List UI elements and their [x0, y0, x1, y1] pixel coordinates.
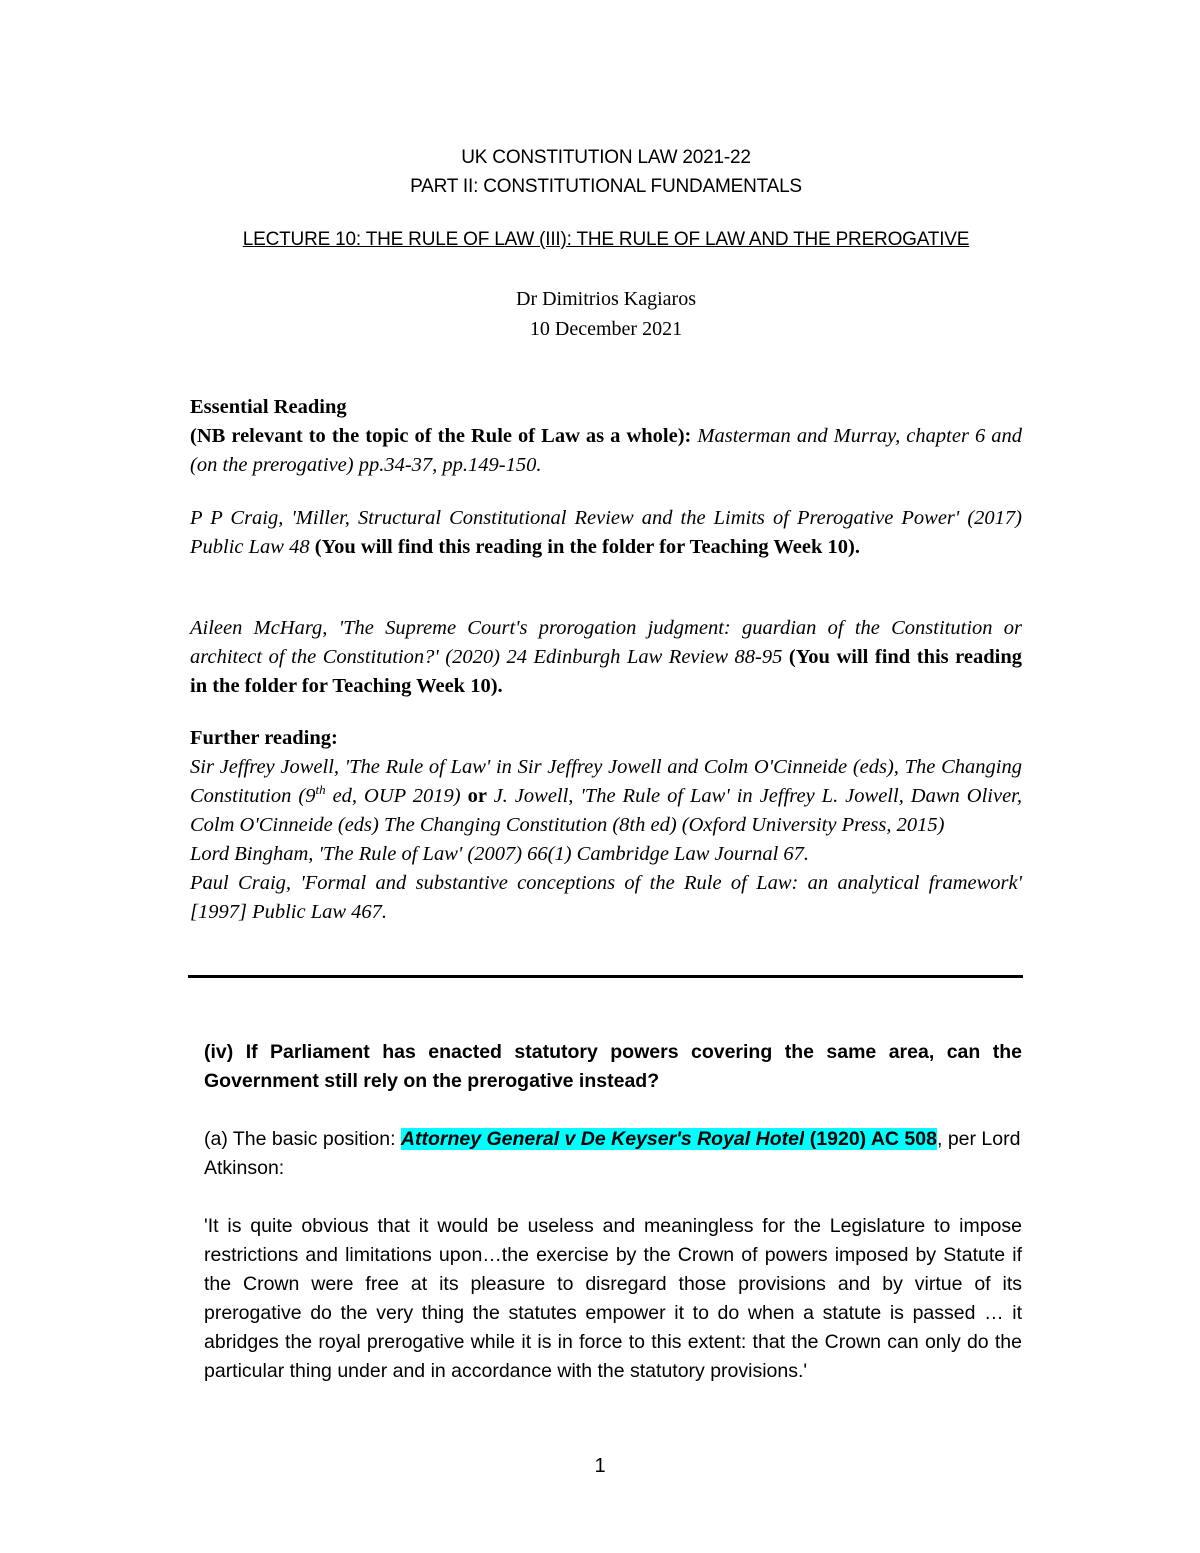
lecture-date: 10 December 2021 — [529, 318, 683, 340]
part-title: PART II: CONSTITUTIONAL FUNDAMENTALS — [410, 176, 802, 197]
nb-note: (NB relevant to the topic of the Rule of Law as a whole): — [190, 425, 692, 447]
mcharg-reading — [190, 614, 1022, 701]
bingham-reference: Lord Bingham, 'The Rule of Law' (2007) 66(1) Cambridge Law Journal 67. — [190, 843, 810, 865]
jowell-reference-b: ed, OUP 2019) — [325, 785, 461, 807]
section-divider — [188, 975, 1023, 978]
document-header — [190, 143, 1022, 201]
craig-reading — [190, 504, 1022, 562]
question-heading: (iv) If Parliament has enacted statutory powers covering the same area, can the Government still rely on the prerogative instead? — [204, 1041, 1022, 1092]
jowell-superscript: th — [315, 782, 326, 798]
nb-reference: Masterman and Murray, chapter 6 and (on the prerogative) pp.34-37, pp.149-150. — [190, 425, 1022, 476]
essential-reading-heading: Essential Reading — [190, 396, 347, 418]
lecture-title: LECTURE 10: THE RULE OF LAW (III): THE RULE OF LAW AND THE PREROGATIVE — [242, 229, 970, 250]
jowell-reference-c: J. Jowell, 'The Rule of Law' in Jeffrey L. Jowell, Dawn Oliver, Colm O'Cinneide (eds) The Changing Constitution (8th ed) (Oxford University Press, 2015) — [190, 785, 1022, 836]
author-block — [190, 284, 1022, 344]
basic-position — [204, 1125, 1022, 1183]
or-connector: or — [460, 785, 494, 807]
author-name: Dr Dimitrios Kagiaros — [516, 288, 696, 310]
craig-note: (You will find this reading in the folder for Teaching Week 10). — [309, 536, 860, 558]
page-number: 1 — [594, 1455, 606, 1477]
essential-reading-nb — [190, 422, 1022, 480]
jowell-reference-a: Sir Jeffrey Jowell, 'The Rule of Law' in Sir Jeffrey Jowell and Colm O'Cinneide (eds), The Changing Constitution (9 — [190, 756, 1022, 807]
quote-text: 'It is quite obvious that it would be useless and meaningless for the Legislature to impose restrictions and limitations upon…the exercise by the Crown of powers imposed by Statute if the Crown were free at its pleasure to disregard those provisions and by virtue of its prerogative do the very thing the statutes empower it to do when a statute is passed … it abridges the royal prerogative while it is in force to this extent: that the Crown can only do the particular thing under and in accordance with the statutory provisions.' — [204, 1215, 1022, 1382]
further-reading-section — [190, 724, 1022, 927]
essential-reading-section — [190, 393, 1022, 480]
mcharg-reference: Aileen McHarg, 'The Supreme Court's prorogation judgment: guardian of the Constitution or architect of the Constitution?' (2020) 24 Edinburgh Law Review 88-95 — [190, 617, 1022, 668]
case-name-highlight: Attorney General v De Keyser's Royal Hotel — [400, 1128, 805, 1150]
craig-1997-reference: Paul Craig, 'Formal and substantive conceptions of the Rule of Law: an analytical framework' [1997] Public Law 467. — [190, 872, 1022, 923]
further-reading-heading: Further reading: — [190, 727, 338, 749]
basic-position-prefix: (a) The basic position: — [204, 1128, 401, 1150]
basic-position-suffix: , per Lord Atkinson: — [204, 1128, 1021, 1179]
craig-reference: P P Craig, 'Miller, Structural Constitutional Review and the Limits of Prerogative Power' (2017) Public Law 48 — [190, 507, 1022, 558]
question-section — [204, 1038, 1022, 1096]
atkinson-quote — [204, 1212, 1022, 1386]
mcharg-note: (You will find this reading in the folder for Teaching Week 10). — [190, 646, 1023, 697]
jowell-reading — [190, 753, 1022, 840]
course-title: UK CONSTITUTION LAW 2021-22 — [461, 147, 751, 168]
case-citation-highlight: (1920) AC 508 — [804, 1128, 937, 1150]
